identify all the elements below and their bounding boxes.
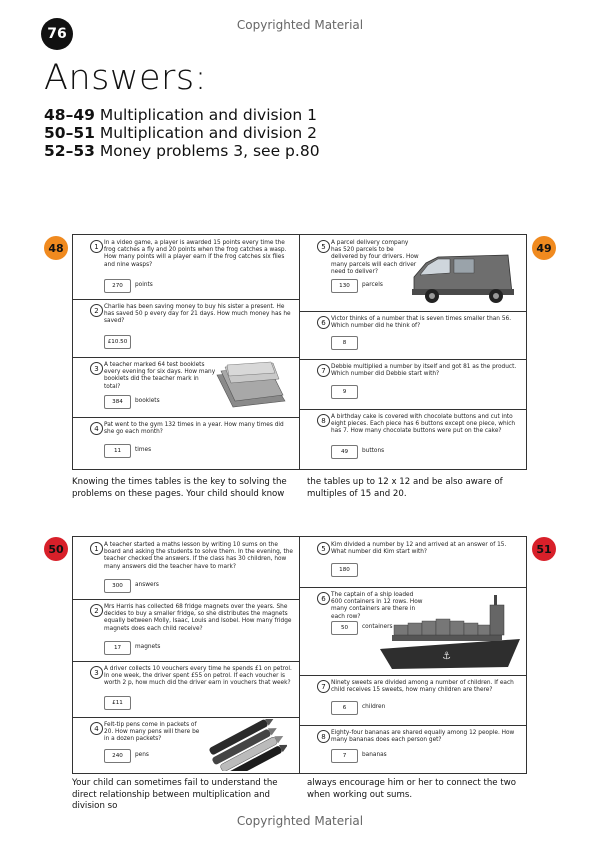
- question-number: 1: [90, 240, 103, 253]
- toc-text: Money problems 3, see p.80: [94, 142, 320, 160]
- page-title: Answers:: [44, 58, 207, 98]
- question-item: [73, 599, 299, 662]
- toc-text: Multiplication and division 2: [94, 124, 317, 142]
- toc-text: Multiplication and division 1: [94, 106, 317, 124]
- toc-line: [44, 124, 317, 142]
- toc-pages: 48–49: [44, 106, 95, 124]
- answer-box: 7: [331, 749, 358, 763]
- cargo-ship-illustration: [378, 591, 522, 673]
- question-item: [73, 417, 299, 469]
- question-number: 2: [90, 604, 103, 617]
- question-item: [73, 537, 299, 600]
- page-51-column: [299, 537, 526, 773]
- answer-unit: containers: [362, 624, 393, 630]
- answer-box: 384: [104, 395, 131, 409]
- parent-note: always encourage him or her to connect the two when working out sums.: [307, 778, 516, 800]
- van-illustration: [408, 249, 516, 307]
- toc-pages: 52–53: [44, 142, 95, 160]
- question-number: 4: [90, 722, 103, 735]
- page-badge-49: 49: [532, 236, 556, 260]
- page-badge-48: 48: [44, 236, 68, 260]
- toc-line: [44, 142, 320, 160]
- question-item: [300, 235, 526, 312]
- question-number: 5: [317, 240, 330, 253]
- toc-line: [44, 106, 317, 124]
- answer-box: 9: [331, 385, 358, 399]
- question-item: [73, 717, 299, 773]
- answer-box: 270: [104, 279, 131, 293]
- question-item: [73, 661, 299, 718]
- answer-spread-50-51: [72, 536, 527, 774]
- question-text: Felt-tip pens come in packets of 20. How many pens will there be in a dozen packets?: [104, 722, 200, 743]
- question-item: [73, 299, 299, 358]
- answer-unit: children: [362, 704, 386, 710]
- question-number: 3: [90, 666, 103, 679]
- question-number: 7: [317, 680, 330, 693]
- answer-unit: answers: [135, 582, 159, 588]
- page-badge-51: 51: [532, 537, 556, 561]
- answer-unit: times: [135, 447, 152, 453]
- question-item: [300, 675, 526, 726]
- parent-note: Knowing the times tables is the key to solving the problems on these pages. Your child should know: [72, 477, 287, 499]
- question-text: In a video game, a player is awarded 15 points every time the frog catches a fly and 20 points when the frog catches a wasp. How many points will a player earn if the frog catches six flies and nine wasps?: [104, 240, 287, 268]
- answer-unit: points: [135, 282, 153, 288]
- question-text: A driver collects 10 vouchers every time he spends £1 on petrol. In one week, the driver spent £55 on petrol. If each voucher is worth 2 p, how much did the driver earn in vouchers that week?: [104, 666, 292, 687]
- question-item: [300, 359, 526, 410]
- question-item: [300, 537, 526, 588]
- page-48-column: [73, 235, 299, 469]
- answer-unit: bananas: [362, 752, 387, 758]
- answer-box: 17: [104, 641, 131, 655]
- parent-note: the tables up to 12 x 12 and be also aware of multiples of 15 and 20.: [307, 477, 503, 499]
- question-text: A teacher marked 64 test booklets every evening for six days. How many booklets did the teacher mark in total?: [104, 362, 216, 390]
- answer-unit: magnets: [135, 644, 161, 650]
- question-number: 5: [317, 542, 330, 555]
- answer-unit: parcels: [362, 282, 383, 288]
- question-item: [300, 409, 526, 469]
- parent-note: Your child can sometimes fail to understand the direct relationship between multiplication and division so: [72, 778, 278, 811]
- question-number: 8: [317, 414, 330, 427]
- question-text: Pat went to the gym 132 times in a year. How many times did she go each month?: [104, 422, 284, 436]
- question-item: [300, 725, 526, 773]
- question-text: Kim divided a number by 12 and arrived at an answer of 15. What number did Kim start with?: [331, 542, 507, 556]
- answer-box: 8: [331, 336, 358, 350]
- question-text: Ninety sweets are divided among a number of children. If each child receives 15 sweets, how many children are there?: [331, 680, 514, 694]
- question-number: 1: [90, 542, 103, 555]
- question-number: 6: [317, 592, 330, 605]
- answer-unit: pens: [135, 752, 149, 758]
- answer-box: £11: [104, 696, 131, 710]
- question-number: 3: [90, 362, 103, 375]
- question-item: [73, 235, 299, 300]
- answer-box: £10.50: [104, 335, 131, 349]
- question-text: The captain of a ship loaded 600 containers in 12 rows. How many containers are there in each row?: [331, 592, 423, 620]
- answer-unit: booklets: [135, 398, 160, 404]
- question-item: [300, 311, 526, 360]
- question-text: A birthday cake is covered with chocolate buttons and cut into eight pieces. Each piece has 6 buttons except one piece, which has 7. How many chocolate buttons were put on the cake?: [331, 414, 516, 435]
- question-text: Mrs Harris has collected 68 fridge magnets over the years. She decides to buy a smaller fridge, so she distributes the magnets equally between Molly, Isaac, Louis and Isobel. How many fridge magnets does each child receive?: [104, 604, 292, 632]
- svg-text:⚓: ⚓: [442, 651, 451, 662]
- booklets-illustration: [213, 361, 289, 411]
- question-text: Victor thinks of a number that is seven times smaller than 56. Which number did he think of?: [331, 316, 512, 330]
- question-number: 2: [90, 304, 103, 317]
- question-item: [73, 357, 299, 418]
- answer-box: 49: [331, 445, 358, 459]
- question-number: 8: [317, 730, 330, 743]
- question-number: 6: [317, 316, 330, 329]
- page-badge-50: 50: [44, 537, 68, 561]
- question-item: [300, 587, 526, 676]
- question-text: A teacher started a maths lesson by writing 10 sums on the board and asking the students to solve them. In the evening, the teacher checked the answers. If the class has 30 children, how many answers did the teacher have to mark?: [104, 542, 293, 570]
- page-number-badge: 76: [41, 18, 73, 50]
- answer-unit: buttons: [362, 448, 385, 454]
- question-text: Debbie multiplied a number by itself and got 81 as the product. Which number did Debbie start with?: [331, 364, 517, 378]
- question-number: 7: [317, 364, 330, 377]
- page-49-column: [299, 235, 526, 469]
- page-50-column: [73, 537, 299, 773]
- answer-spread-48-49: [72, 234, 527, 470]
- question-number: 4: [90, 422, 103, 435]
- question-text: Eighty-four bananas are shared equally among 12 people. How many bananas does each person get?: [331, 730, 515, 744]
- answer-box: 6: [331, 701, 358, 715]
- copyright-top: Copyrighted Material: [236, 18, 364, 32]
- answer-box: 50: [331, 621, 358, 635]
- felt-tip-pens-illustration: [203, 719, 287, 771]
- answer-box: 300: [104, 579, 131, 593]
- question-text: A parcel delivery company has 520 parcels to be delivered by four drivers. How many parcels will each driver need to deliver?: [331, 240, 419, 275]
- question-text: Charlie has been saving money to buy his sister a present. He has saved 50 p every day for 21 days. How much money has he saved?: [104, 304, 291, 325]
- toc-pages: 50–51: [44, 124, 95, 142]
- copyright-bottom: Copyrighted Material: [236, 814, 364, 828]
- answer-box: 11: [104, 444, 131, 458]
- answer-box: 180: [331, 563, 358, 577]
- answer-box: 130: [331, 279, 358, 293]
- answer-box: 240: [104, 749, 131, 763]
